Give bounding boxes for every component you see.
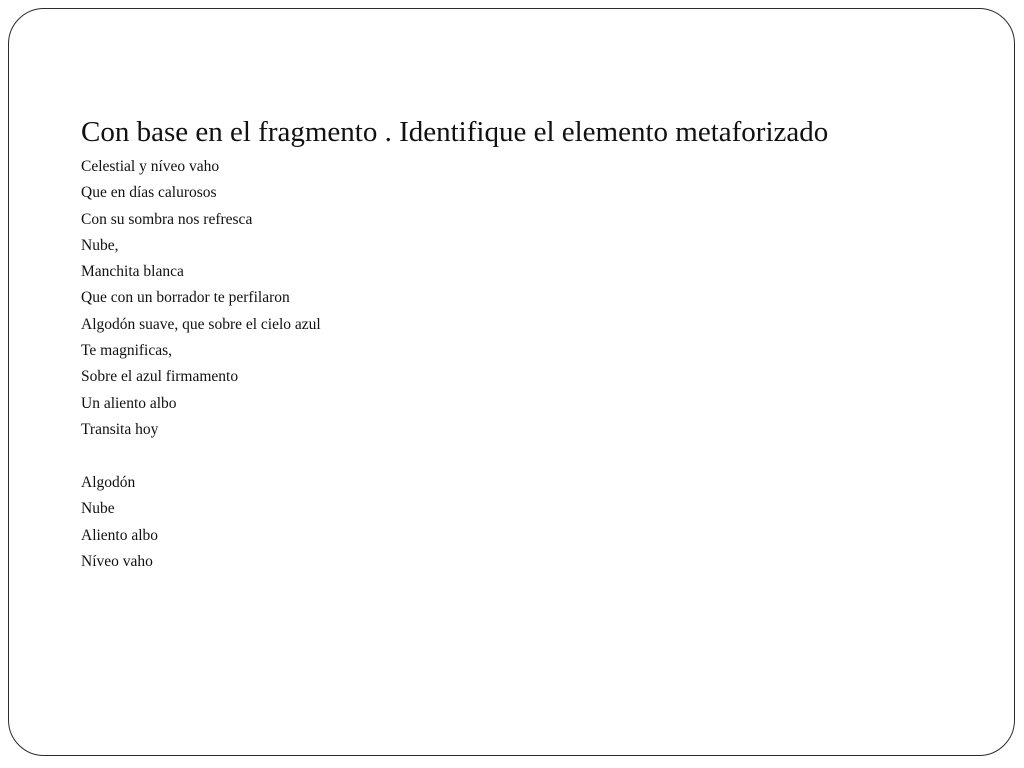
answer-item: Aliento albo: [81, 526, 159, 544]
poem-line: Algodón suave, que sobre el cielo azul: [81, 315, 321, 333]
poem-line: Que con un borrador te perfilaron: [81, 289, 290, 307]
poem-line: Un aliento albo: [81, 394, 177, 412]
poem-line: Manchita blanca: [81, 263, 184, 281]
answer-item: Algodón: [81, 474, 136, 491]
slide-title: Con base en el fragmento . Identifique el elemento metaforizado: [81, 116, 829, 148]
poem-line: Celestial y níveo vaho: [81, 158, 220, 175]
poem-line: Sobre el azul firmamento: [81, 368, 239, 386]
answer-item: Nube: [81, 500, 115, 518]
poem-line: Transita hoy: [81, 420, 159, 438]
poem-line: Nube,: [81, 236, 119, 254]
poem-line: Te magnificas,: [81, 342, 173, 360]
answer-item: Níveo vaho: [81, 552, 153, 570]
poem-line: Con su sombra nos refresca: [81, 210, 253, 228]
poem-line: Que en días calurosos: [81, 184, 217, 202]
answer-list: [81, 470, 158, 575]
poem-fragment: [81, 154, 321, 443]
